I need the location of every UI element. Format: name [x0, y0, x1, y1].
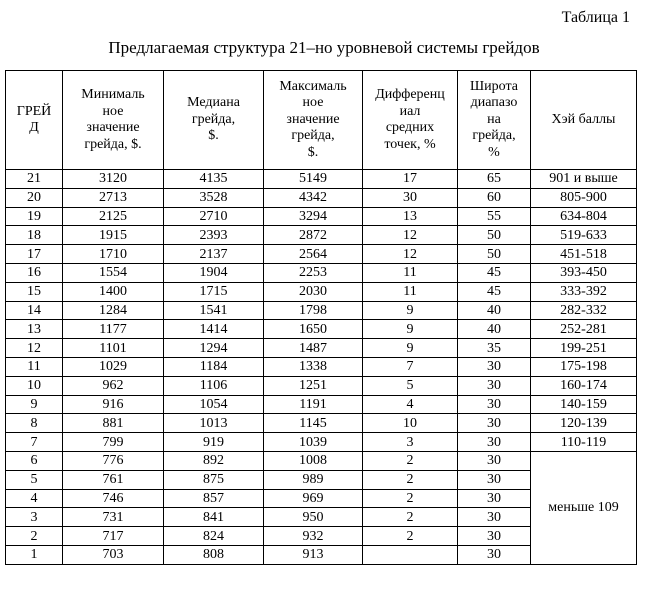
table-row: [6, 433, 637, 452]
cell-diff: 2: [363, 489, 458, 508]
cell-min: 2713: [63, 188, 164, 207]
cell-min: 1177: [63, 320, 164, 339]
table-row: [6, 245, 637, 264]
cell-diff: 30: [363, 188, 458, 207]
table-row: [6, 263, 637, 282]
cell-hay: 451-518: [531, 245, 637, 264]
cell-median: 1294: [164, 339, 264, 358]
cell-max: 913: [264, 545, 363, 564]
header-line: ное: [302, 95, 324, 111]
cell-width: 65: [458, 170, 531, 189]
header-line: значение: [286, 111, 340, 127]
cell-min: 799: [63, 433, 164, 452]
cell-min: 881: [63, 414, 164, 433]
cell-max: 1251: [264, 376, 363, 395]
cell-max: 1145: [264, 414, 363, 433]
table-row: [6, 357, 637, 376]
cell-width: 30: [458, 527, 531, 546]
table-row: [6, 395, 637, 414]
cell-max: 932: [264, 527, 363, 546]
cell-min: 1400: [63, 282, 164, 301]
cell-median: 808: [164, 545, 264, 564]
cell-grade: 15: [6, 282, 63, 301]
cell-hay: 199-251: [531, 339, 637, 358]
cell-width: 30: [458, 414, 531, 433]
cell-grade: 9: [6, 395, 63, 414]
cell-min: 962: [63, 376, 164, 395]
cell-max: 989: [264, 470, 363, 489]
cell-diff: 2: [363, 451, 458, 470]
cell-width: 50: [458, 226, 531, 245]
header-line: Д: [29, 120, 39, 135]
header-line: диапазо: [470, 95, 518, 111]
cell-diff: 5: [363, 376, 458, 395]
header-line: ГРЕЙ: [16, 103, 52, 119]
header-line: $.: [208, 128, 219, 144]
cell-diff: 2: [363, 527, 458, 546]
cell-width: 30: [458, 357, 531, 376]
cell-max: 1487: [264, 339, 363, 358]
cell-grade: 10: [6, 376, 63, 395]
cell-width: 60: [458, 188, 531, 207]
cell-hay: 805-900: [531, 188, 637, 207]
cell-min: 731: [63, 508, 164, 527]
cell-median: 919: [164, 433, 264, 452]
cell-grade: 4: [6, 489, 63, 508]
header-line: значение: [86, 120, 140, 135]
cell-diff: 13: [363, 207, 458, 226]
table-row: [6, 282, 637, 301]
table-row: [6, 207, 637, 226]
header-line: точек, %: [384, 136, 436, 152]
table-number: Таблица 1: [561, 9, 630, 26]
header-line: на: [487, 111, 501, 127]
cell-min: 3120: [63, 170, 164, 189]
cell-diff: 9: [363, 320, 458, 339]
cell-width: 30: [458, 376, 531, 395]
table-row: [6, 170, 637, 189]
cell-width: 45: [458, 263, 531, 282]
cell-grade: 21: [6, 170, 63, 189]
cell-width: 45: [458, 282, 531, 301]
cell-max: 969: [264, 489, 363, 508]
table-row: [6, 301, 637, 320]
cell-hay: 110-119: [531, 433, 637, 452]
header-line: грейда,: [291, 128, 335, 144]
cell-width: 30: [458, 470, 531, 489]
cell-median: 1013: [164, 414, 264, 433]
header-line: средних: [385, 120, 435, 135]
cell-grade: 8: [6, 414, 63, 433]
cell-max: 950: [264, 508, 363, 527]
cell-hay: 634-804: [531, 207, 637, 226]
header-diff: [363, 71, 458, 170]
cell-grade: 6: [6, 451, 63, 470]
cell-diff: 12: [363, 245, 458, 264]
cell-diff: 2: [363, 470, 458, 489]
cell-median: 841: [164, 508, 264, 527]
header-line: Хэй баллы: [551, 111, 616, 127]
table-row: [6, 320, 637, 339]
cell-hay: 120-139: [531, 414, 637, 433]
cell-max: 1191: [264, 395, 363, 414]
cell-width: 30: [458, 508, 531, 527]
cell-min: 1554: [63, 263, 164, 282]
cell-diff: 3: [363, 433, 458, 452]
cell-max: 2253: [264, 263, 363, 282]
table-row: [6, 451, 637, 470]
header-min: [63, 71, 164, 170]
cell-diff: 7: [363, 357, 458, 376]
header-line: $.: [307, 144, 319, 160]
cell-width: 30: [458, 545, 531, 564]
header-median: [164, 71, 264, 170]
table-row: [6, 188, 637, 207]
cell-max: 2872: [264, 226, 363, 245]
cell-min: 776: [63, 451, 164, 470]
cell-grade: 1: [6, 545, 63, 564]
header-hay: [531, 71, 637, 170]
header-line: Минималь: [81, 87, 145, 102]
cell-hay-merged: меньше 109: [531, 451, 637, 564]
cell-min: 1915: [63, 226, 164, 245]
cell-min: 746: [63, 489, 164, 508]
header-line: грейда, $.: [84, 136, 142, 152]
cell-min: 761: [63, 470, 164, 489]
cell-median: 1541: [164, 301, 264, 320]
cell-max: 4342: [264, 188, 363, 207]
cell-hay: 175-198: [531, 357, 637, 376]
header-row: [6, 71, 637, 170]
cell-diff: 11: [363, 282, 458, 301]
cell-diff: 10: [363, 414, 458, 433]
cell-width: 40: [458, 301, 531, 320]
cell-min: 1101: [63, 339, 164, 358]
header-line: Максималь: [279, 78, 347, 94]
cell-grade: 2: [6, 527, 63, 546]
cell-max: 5149: [264, 170, 363, 189]
cell-median: 857: [164, 489, 264, 508]
cell-grade: 12: [6, 339, 63, 358]
cell-diff: 4: [363, 395, 458, 414]
header-line: Медиана: [187, 95, 240, 111]
header-grade: [6, 71, 63, 170]
cell-median: 1106: [164, 376, 264, 395]
cell-grade: 5: [6, 470, 63, 489]
cell-hay: 519-633: [531, 226, 637, 245]
cell-width: 30: [458, 433, 531, 452]
grades-table: [5, 70, 637, 565]
cell-max: 2564: [264, 245, 363, 264]
cell-grade: 7: [6, 433, 63, 452]
cell-hay: 333-392: [531, 282, 637, 301]
cell-median: 4135: [164, 170, 264, 189]
header-line: ное: [102, 103, 124, 119]
header-line: Широта: [470, 78, 518, 94]
cell-hay: 160-174: [531, 376, 637, 395]
table-row: [6, 376, 637, 395]
cell-max: 1008: [264, 451, 363, 470]
cell-diff: 2: [363, 508, 458, 527]
cell-diff: 9: [363, 339, 458, 358]
cell-max: 1650: [264, 320, 363, 339]
header-line: Дифференц: [375, 87, 445, 102]
cell-min: 703: [63, 545, 164, 564]
table-row: [6, 414, 637, 433]
cell-min: 1029: [63, 357, 164, 376]
cell-hay: 140-159: [531, 395, 637, 414]
header-width: [458, 71, 531, 170]
cell-diff: 12: [363, 226, 458, 245]
cell-diff: 9: [363, 301, 458, 320]
cell-median: 2710: [164, 207, 264, 226]
table-body: [6, 170, 637, 565]
table-row: [6, 226, 637, 245]
cell-median: 1414: [164, 320, 264, 339]
cell-max: 1798: [264, 301, 363, 320]
cell-min: 717: [63, 527, 164, 546]
cell-median: 2137: [164, 245, 264, 264]
cell-median: 1184: [164, 357, 264, 376]
cell-median: 1715: [164, 282, 264, 301]
table-row: [6, 339, 637, 358]
cell-median: 3528: [164, 188, 264, 207]
header-line: грейда,: [472, 128, 516, 144]
cell-grade: 13: [6, 320, 63, 339]
table-title: Предлагаемая структура 21–но уровневой системы грейдов: [108, 38, 540, 57]
cell-min: 1710: [63, 245, 164, 264]
cell-diff: 17: [363, 170, 458, 189]
cell-hay: 282-332: [531, 301, 637, 320]
cell-median: 892: [164, 451, 264, 470]
header-line: %: [488, 144, 500, 160]
cell-width: 40: [458, 320, 531, 339]
cell-width: 30: [458, 489, 531, 508]
cell-grade: 18: [6, 226, 63, 245]
cell-max: 2030: [264, 282, 363, 301]
cell-diff: 11: [363, 263, 458, 282]
cell-width: 35: [458, 339, 531, 358]
cell-grade: 19: [6, 207, 63, 226]
cell-width: 55: [458, 207, 531, 226]
header-line: грейда,: [191, 111, 236, 127]
cell-median: 1904: [164, 263, 264, 282]
header-line: иал: [399, 103, 421, 119]
cell-min: 916: [63, 395, 164, 414]
cell-max: 3294: [264, 207, 363, 226]
header-max: [264, 71, 363, 170]
cell-width: 30: [458, 451, 531, 470]
cell-width: 50: [458, 245, 531, 264]
cell-median: 824: [164, 527, 264, 546]
cell-min: 1284: [63, 301, 164, 320]
cell-hay: 901 и выше: [531, 170, 637, 189]
cell-hay: 393-450: [531, 263, 637, 282]
cell-grade: 16: [6, 263, 63, 282]
cell-grade: 20: [6, 188, 63, 207]
cell-diff: [363, 545, 458, 564]
cell-grade: 3: [6, 508, 63, 527]
cell-hay: 252-281: [531, 320, 637, 339]
cell-width: 30: [458, 395, 531, 414]
cell-median: 875: [164, 470, 264, 489]
cell-grade: 14: [6, 301, 63, 320]
cell-grade: 11: [6, 357, 63, 376]
cell-max: 1338: [264, 357, 363, 376]
cell-median: 1054: [164, 395, 264, 414]
cell-min: 2125: [63, 207, 164, 226]
cell-max: 1039: [264, 433, 363, 452]
cell-median: 2393: [164, 226, 264, 245]
cell-grade: 17: [6, 245, 63, 264]
